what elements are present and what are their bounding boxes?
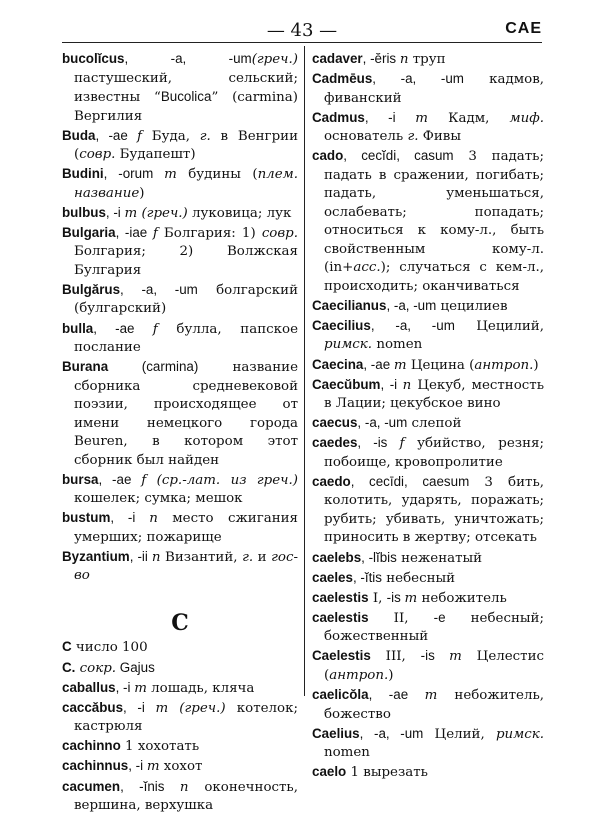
entry-text: Болгария; 2) Волжская Булгария: [74, 244, 298, 278]
entry-text: , -i: [128, 758, 147, 774]
entry-text: будины (: [176, 167, 258, 183]
headword: caeles: [312, 569, 353, 585]
grammar-label: m: [404, 590, 418, 606]
dictionary-entry: [62, 165, 298, 203]
entry-text: лошадь, кляча: [146, 680, 255, 696]
grammar-label: m (греч.): [155, 700, 226, 716]
grammar-label: m: [164, 167, 177, 183]
dictionary-entry: [312, 763, 544, 783]
entry-text: 3 бить, колотить, ударять, поражать; рубить; убивать, уничтожать; приносить в жертву; отсекать: [324, 474, 544, 546]
running-head: CAE: [505, 20, 542, 37]
grammar-label: совр.: [261, 225, 298, 241]
entry-text: , -i: [364, 109, 416, 125]
entry-text: название сборника средневековой поэзии, происходящее от имени немецкого города Beuren, в котором этот сборник был найден: [74, 360, 299, 468]
headword: Bulgaria: [62, 224, 116, 240]
column-divider: [304, 46, 305, 696]
entry-text: ); случаться с кем-л., происходить; оканчиваться: [324, 260, 544, 294]
dictionary-entry: [62, 757, 298, 777]
dictionary-entry: [62, 471, 298, 509]
entry-text: 1 хохотать: [120, 739, 200, 755]
grammar-label: m: [424, 688, 438, 703]
dictionary-entry: [62, 548, 298, 586]
entry-text: , -ae: [93, 320, 153, 336]
grammar-label: (греч.): [251, 52, 298, 67]
dictionary-entry: [62, 281, 298, 319]
entry-text: цецилиев: [436, 298, 508, 314]
headword: cado: [312, 148, 344, 164]
dictionary-entry: [62, 699, 298, 737]
entry-text: 3 падать; падать в сражении, погибать; падать, уменьшаться, ослабевать; попадать; относиться к кому-л., быть свойственным кому-л. (in+: [324, 149, 544, 276]
entry-text: , cecīdi, caesum: [350, 473, 470, 489]
entry-text: Византий,: [160, 549, 243, 565]
entry-text: труп: [408, 52, 446, 67]
grammar-label: f: [399, 436, 405, 452]
entry-text: Болгария: 1): [157, 225, 262, 241]
headword: Caecilianus: [312, 297, 387, 313]
entry-text: , cecĭdi, casum: [343, 148, 454, 164]
entry-text: Цекуб, местность в Лации; цекубское вино: [324, 377, 544, 412]
entry-text: Фивы: [418, 129, 461, 145]
dictionary-entry: [312, 589, 544, 609]
dictionary-entry: [62, 204, 298, 224]
dictionary-entry: [312, 147, 544, 296]
headword: Caelestis: [312, 648, 371, 664]
headword: cachinnus: [62, 758, 129, 774]
entry-text: , -iae: [115, 224, 153, 240]
dictionary-entry: [62, 224, 298, 281]
entry-text: , -ĭnis: [120, 778, 180, 794]
dictionary-entry: [62, 509, 298, 547]
entry-text: , -a, -um: [357, 415, 408, 431]
entry-text: -is: [386, 589, 405, 605]
page-header: [62, 12, 542, 46]
page-number: — 43 —: [266, 20, 338, 41]
headword: Byzantium: [62, 548, 130, 564]
entry-text: , -i: [105, 204, 125, 220]
headword: bulbus: [62, 204, 106, 220]
entry-text: число 100: [71, 640, 148, 656]
headword: caelestis: [312, 589, 369, 605]
entry-text: Буда,: [142, 128, 200, 144]
headword: bucolĭcus: [62, 51, 125, 66]
dictionary-entry: [62, 659, 298, 679]
entry-text: , -ae: [98, 471, 142, 487]
entry-text: основатель: [324, 129, 408, 145]
dictionary-entry: [312, 50, 544, 70]
entry-text: неженатый: [396, 550, 483, 566]
headword: Bulgărus: [62, 281, 121, 297]
entry-text: пастушеский, сельский; известны “: [74, 70, 298, 105]
headword: Caecŭbum: [312, 376, 381, 392]
entry-text: небесный; божественный: [324, 610, 544, 645]
headword: Budini: [62, 166, 104, 182]
grammar-label: сокр.: [75, 660, 117, 676]
entry-text: булла, папское послание: [74, 321, 298, 356]
grammar-label: антроп.: [329, 667, 389, 683]
entry-text: Целий,: [423, 726, 496, 742]
entry-text: , -a, -um: [124, 51, 252, 66]
entry-text: , -a, -um: [359, 725, 424, 741]
headword: C: [62, 639, 72, 655]
entry-text: болгарский (булгарский): [74, 282, 298, 317]
entry-text: ): [388, 667, 394, 683]
dictionary-entry: [312, 356, 544, 376]
entry-text: Цецилий,: [454, 318, 544, 334]
dictionary-entry: [312, 414, 544, 434]
dictionary-entry: [62, 50, 298, 126]
entry-text: , -i: [380, 376, 403, 392]
grammar-label: n: [399, 52, 409, 67]
headword: Caelius: [312, 725, 360, 741]
entry-text: ): [139, 185, 145, 201]
entry-text: III,: [370, 649, 421, 665]
dictionary-entry: [312, 376, 544, 414]
headword: cadaver: [312, 51, 363, 66]
headword: caecus: [312, 415, 358, 431]
dictionary-entry: [62, 778, 298, 816]
entry-text: небожитель, божество: [324, 688, 544, 722]
entry-text: , -a, -um: [120, 281, 198, 297]
dictionary-entry: [312, 647, 544, 685]
dictionary-entry: [62, 679, 298, 699]
entry-text: Bucolica: [160, 89, 212, 104]
grammar-label: m: [393, 357, 407, 373]
headword: bulla: [62, 320, 94, 336]
entry-text: в Венгрии (: [74, 128, 298, 163]
entry-text: -is: [420, 648, 450, 664]
headword: Caecilius: [312, 317, 371, 333]
entry-text: , -orum: [103, 166, 165, 182]
entry-text: , -ĕris: [362, 51, 400, 66]
entry-text: , -a, -um: [372, 71, 464, 87]
headword: caballus: [62, 679, 116, 695]
grammar-label: n: [179, 779, 189, 795]
entry-text: место сжигания умерших; пожарище: [74, 511, 298, 545]
headword: caelestis: [312, 609, 369, 625]
grammar-label: антроп.: [474, 357, 534, 373]
entry-text: , -is: [357, 435, 400, 451]
entry-text: , -i: [123, 699, 156, 715]
grammar-label: гос-во: [74, 549, 298, 584]
entry-text: , -ii: [129, 548, 152, 564]
left-column: [62, 50, 298, 816]
entry-text: оконечность, вершина, верхушка: [74, 779, 298, 813]
entry-text: котелок; кастрюля: [74, 700, 298, 735]
dictionary-entry: [312, 725, 544, 763]
dictionary-entry: [62, 737, 298, 757]
entry-text: -e: [433, 609, 446, 625]
headword: caelebs: [312, 549, 362, 565]
entry-text: (carmina): [108, 359, 199, 375]
grammar-label: миф.: [509, 110, 544, 126]
grammar-label: m: [449, 649, 462, 665]
entry-text: небесный: [381, 570, 456, 586]
grammar-label: m: [134, 680, 147, 696]
grammar-label: f (ср.-лат. из греч.): [141, 472, 298, 488]
dictionary-entry: [312, 70, 544, 108]
entry-text: Gajus: [116, 659, 155, 675]
section-letter: C: [171, 609, 189, 636]
headword: caelo: [312, 764, 347, 780]
grammar-label: совр.: [79, 147, 116, 163]
entry-text: и: [253, 549, 272, 565]
headword: Burana: [62, 359, 109, 375]
grammar-label: f: [152, 321, 158, 337]
headword: caedes: [312, 435, 358, 451]
grammar-label: m: [415, 110, 428, 126]
entry-text: , -ae: [363, 356, 394, 372]
entry-text: кошелек; сумка; мешок: [74, 491, 243, 507]
entry-text: , -ae: [368, 687, 425, 702]
grammar-label: f: [137, 128, 142, 144]
headword: Cadmēus: [312, 71, 373, 87]
entry-text: ” (carmina) Вергилия: [74, 90, 298, 124]
entry-text: убийство, резня; побоище, кровопролитие: [324, 436, 544, 470]
dictionary-entry: [312, 686, 544, 724]
dictionary-entry: [62, 358, 298, 470]
entry-text: кадмов, фиванский: [324, 72, 544, 106]
entry-text: nomen: [324, 745, 370, 761]
right-column: [312, 50, 544, 783]
entry-text: , -i: [110, 510, 150, 526]
dictionary-entry: [312, 549, 544, 569]
grammar-label: n: [151, 549, 161, 565]
entry-text: Будапешт): [115, 147, 196, 163]
headword: cachinno: [62, 738, 121, 754]
header-rule: [62, 42, 542, 43]
entry-text: , -i: [115, 679, 135, 695]
grammar-label: m (греч.): [124, 205, 188, 221]
entry-text: , -a, -um: [370, 317, 455, 333]
grammar-label: acc.: [353, 260, 381, 276]
headword: caccăbus: [62, 699, 124, 715]
headword: C.: [62, 659, 76, 675]
entry-text: Цецина (: [406, 357, 475, 373]
entry-text: луковица; лук: [187, 205, 292, 221]
entry-text: ): [533, 357, 539, 373]
headword: caelicŏla: [312, 687, 369, 702]
entry-text: , -lĭbis: [361, 549, 397, 565]
dictionary-entry: [312, 569, 544, 589]
headword: cacumen: [62, 778, 121, 794]
entry-text: nomen: [372, 337, 423, 353]
grammar-label: г.: [407, 129, 419, 145]
entry-text: Кадм,: [427, 110, 510, 126]
grammar-label: римск.: [495, 726, 544, 742]
entry-text: , -ae: [95, 127, 138, 143]
entry-text: I,: [368, 590, 387, 606]
dictionary-entry: [312, 473, 544, 548]
dictionary-entry: [62, 638, 298, 658]
dictionary-entry: [62, 127, 298, 165]
entry-text: слепой: [407, 416, 462, 432]
grammar-label: плем. название: [74, 167, 298, 201]
headword: Caecina: [312, 356, 364, 372]
dictionary-entry: [312, 109, 544, 147]
headword: bursa: [62, 471, 99, 487]
grammar-label: г.: [199, 128, 211, 144]
grammar-label: n: [149, 511, 158, 527]
dictionary-entry: [312, 434, 544, 472]
dictionary-entry: [62, 320, 298, 358]
headword: Buda: [62, 127, 96, 143]
grammar-label: f: [152, 225, 158, 241]
entry-text: 1 вырезать: [346, 765, 428, 781]
grammar-label: m: [146, 759, 160, 775]
entry-text: II,: [368, 610, 434, 626]
headword: caedo: [312, 473, 351, 489]
entry-text: Целестис (: [324, 649, 545, 683]
dictionary-entry: [312, 317, 544, 355]
entry-text: хохот: [159, 759, 203, 775]
entry-text: , -ĭtis: [352, 569, 382, 585]
grammar-label: г.: [242, 549, 254, 565]
headword: bustum: [62, 510, 111, 526]
dictionary-entry: [312, 297, 544, 317]
dictionary-entry: [312, 609, 544, 647]
headword: Cadmus: [312, 109, 365, 125]
grammar-label: n: [402, 377, 412, 393]
entry-text: небожитель: [417, 590, 507, 606]
grammar-label: римск.: [324, 337, 373, 353]
entry-text: , -a, -um: [386, 297, 437, 313]
